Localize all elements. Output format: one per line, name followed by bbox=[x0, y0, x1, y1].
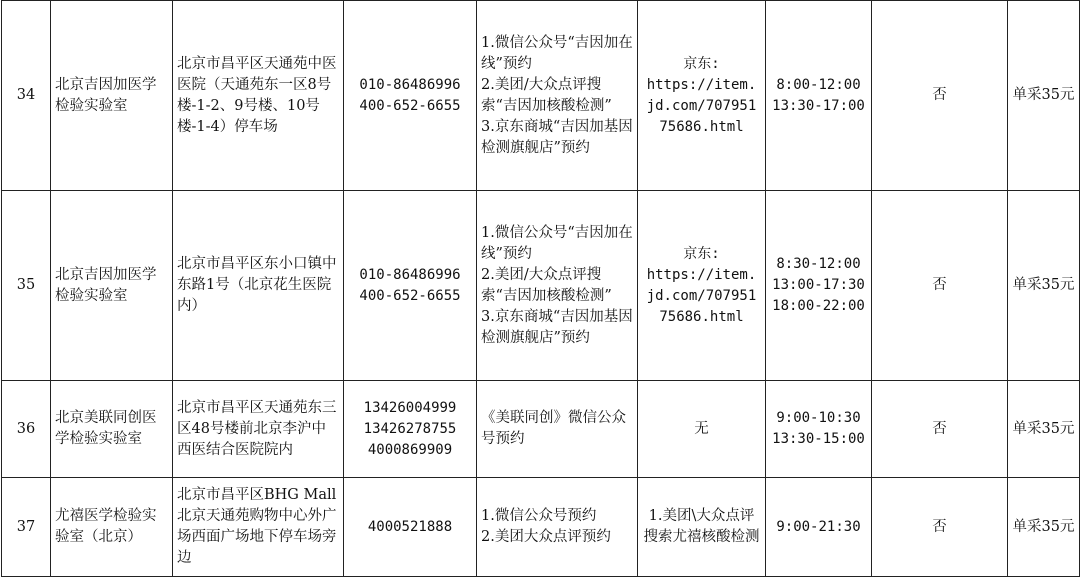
flag-cell: 否 bbox=[872, 478, 1008, 577]
lab-name: 尤禧医学检验实验室（北京） bbox=[51, 478, 173, 577]
price-cell: 单采35元 bbox=[1008, 478, 1080, 577]
booking-method: 2.美团/大众点评搜索“吉因加核酸检测” bbox=[481, 266, 612, 304]
booking-method: 1.微信公众号“吉因加在线”预约 bbox=[481, 224, 633, 262]
phone-number: 4000869909 bbox=[367, 441, 453, 458]
opening-hours: 8:00-12:00 13:30-17:00 bbox=[766, 1, 872, 191]
booking-method: 2.美团/大众点评搜索“吉因加核酸检测” bbox=[481, 76, 612, 114]
row-number: 37 bbox=[2, 478, 51, 577]
lab-name: 北京吉因加医学检验实验室 bbox=[51, 191, 173, 381]
table-row bbox=[2, 1, 1080, 191]
lab-address: 北京市昌平区BHG Mall北京天通苑购物中心外广场西面广场地下停车场旁边 bbox=[173, 478, 344, 577]
booking-method: 1.微信公众号“吉因加在线”预约 bbox=[481, 34, 633, 72]
lab-address: 北京市昌平区天通苑东三区48号楼前北京李沪中西医结合医院院内 bbox=[173, 381, 344, 478]
phone-number: 010-86486996 bbox=[359, 266, 461, 283]
table-row bbox=[2, 191, 1080, 381]
price-cell: 单采35元 bbox=[1008, 381, 1080, 478]
opening-hours: 9:00-10:30 13:30-15:00 bbox=[766, 381, 872, 478]
booking-method: 2.美团大众点评预约 bbox=[481, 529, 611, 545]
phone-number: 400-652-6655 bbox=[359, 287, 461, 304]
flag-cell: 否 bbox=[872, 1, 1008, 191]
online-booking: 无 bbox=[638, 381, 766, 478]
booking-methods bbox=[477, 1, 638, 191]
booking-method: 《美联同创》微信公众号预约 bbox=[481, 410, 626, 447]
flag-cell: 否 bbox=[872, 191, 1008, 381]
phone-number: 400-652-6655 bbox=[359, 97, 461, 114]
phone-numbers bbox=[344, 1, 477, 191]
phone-numbers bbox=[344, 381, 477, 478]
booking-method: 1.微信公众号预约 bbox=[481, 508, 597, 524]
booking-method: 3.京东商城“吉因加基因检测旗舰店”预约 bbox=[481, 118, 633, 156]
booking-methods bbox=[477, 191, 638, 381]
online-booking: 京东: https://item. jd.com/707951 75686.html bbox=[638, 1, 766, 191]
booking-methods bbox=[477, 381, 638, 478]
phone-number: 4000521888 bbox=[367, 518, 453, 535]
online-booking: 京东: https://item. jd.com/707951 75686.html bbox=[638, 191, 766, 381]
lab-name: 北京吉因加医学检验实验室 bbox=[51, 1, 173, 191]
lab-name: 北京美联同创医学检验实验室 bbox=[51, 381, 173, 478]
online-booking: 1.美团\大众点评搜索尤禧核酸检测 bbox=[638, 478, 766, 577]
opening-hours: 8:30-12:00 13:00-17:30 18:00-22:00 bbox=[766, 191, 872, 381]
lab-address: 北京市昌平区东小口镇中东路1号（北京花生医院内） bbox=[173, 191, 344, 381]
table-row bbox=[2, 381, 1080, 478]
phone-numbers bbox=[344, 191, 477, 381]
price-cell: 单采35元 bbox=[1008, 1, 1080, 191]
phone-number: 13426004999 bbox=[363, 399, 457, 416]
phone-number: 010-86486996 bbox=[359, 76, 461, 93]
table-row bbox=[2, 478, 1080, 577]
row-number: 35 bbox=[2, 191, 51, 381]
opening-hours: 9:00-21:30 bbox=[766, 478, 872, 577]
lab-address: 北京市昌平区天通苑中医医院（天通苑东一区8号楼-1-2、9号楼、10号楼-1-4）停车场 bbox=[173, 1, 344, 191]
flag-cell: 否 bbox=[872, 381, 1008, 478]
row-number: 36 bbox=[2, 381, 51, 478]
phone-number: 13426278755 bbox=[363, 420, 457, 437]
row-number: 34 bbox=[2, 1, 51, 191]
booking-method: 3.京东商城“吉因加基因检测旗舰店”预约 bbox=[481, 308, 633, 346]
testing-sites-table bbox=[1, 0, 1080, 577]
phone-numbers bbox=[344, 478, 477, 577]
booking-methods bbox=[477, 478, 638, 577]
price-cell: 单采35元 bbox=[1008, 191, 1080, 381]
